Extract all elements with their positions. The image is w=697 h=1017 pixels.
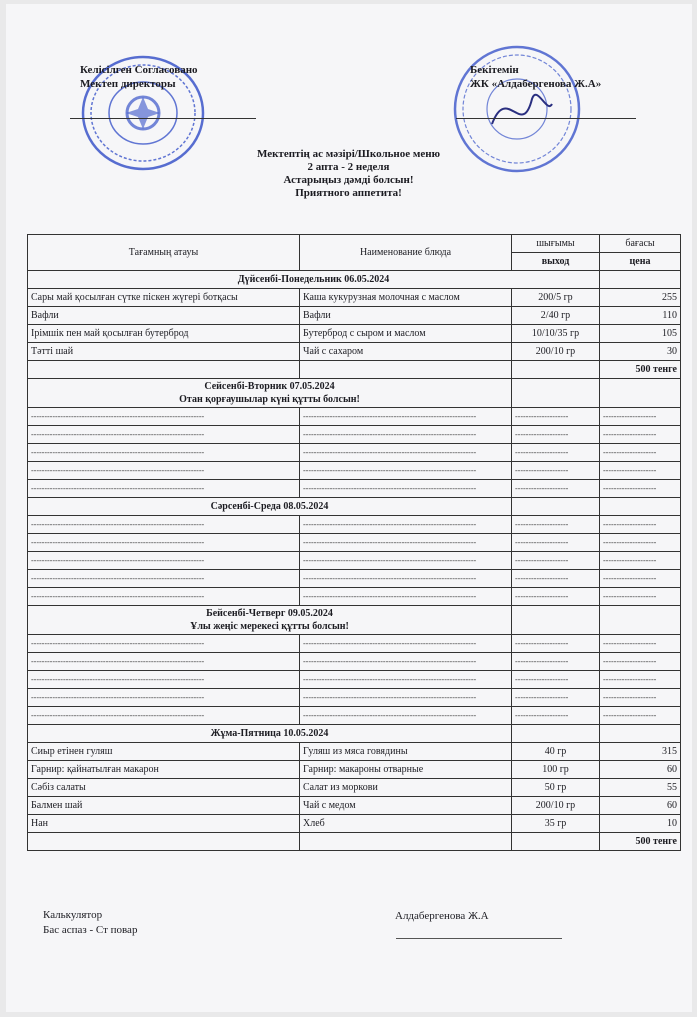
empty-dash-row xyxy=(28,444,681,462)
dash-placeholder: ----------------------------------------------------------------- xyxy=(28,671,300,689)
dash-placeholder: ----------------------------------------------------------------- xyxy=(300,635,512,653)
dash-placeholder: ----------------------------------------------------------------- xyxy=(300,588,512,606)
dash-placeholder: -------------------- xyxy=(600,480,681,498)
dash-placeholder: ----------------------------------------------------------------- xyxy=(300,552,512,570)
dash-placeholder: ----------------------------------------------------------------- xyxy=(28,426,300,444)
dash-placeholder: ----------------------------------------------------------------- xyxy=(28,635,300,653)
dish-name-kz: Тәтті шай xyxy=(28,343,300,361)
dash-placeholder: -------------------- xyxy=(600,689,681,707)
empty-dash-row xyxy=(28,707,681,725)
footer-name: Алдабергенова Ж.А xyxy=(395,910,489,922)
menu-item-row xyxy=(28,815,681,833)
dash-placeholder: -------------------- xyxy=(600,534,681,552)
day-row-tuesday xyxy=(28,379,681,408)
dash-placeholder: ----------------------------------------------------------------- xyxy=(300,671,512,689)
dish-name-ru: Чай с медом xyxy=(300,797,512,815)
dash-placeholder: ----------------------------------------------------------------- xyxy=(28,534,300,552)
dish-output: 200/5 гр xyxy=(512,289,600,307)
dash-placeholder: -------------------- xyxy=(600,653,681,671)
dish-price: 110 xyxy=(600,307,681,325)
dish-price: 255 xyxy=(600,289,681,307)
dash-placeholder: -------------------- xyxy=(512,588,600,606)
empty-dash-row xyxy=(28,635,681,653)
dish-name-ru: Вафли xyxy=(300,307,512,325)
signature-line-left xyxy=(70,118,256,119)
day-title xyxy=(28,379,512,408)
col-header-out-ru: выход xyxy=(512,253,600,271)
dash-placeholder: -------------------- xyxy=(512,707,600,725)
dash-placeholder: ----------------------------------------------------------------- xyxy=(28,653,300,671)
day-row-friday xyxy=(28,725,681,743)
total-row xyxy=(28,833,681,851)
dash-placeholder: -------------------- xyxy=(512,671,600,689)
empty-dash-row xyxy=(28,426,681,444)
dash-placeholder: ----------------------------------------------------------------- xyxy=(300,426,512,444)
col-header-out-kz: шығымы xyxy=(512,235,600,253)
dish-name-ru: Бутерброд с сыром и маслом xyxy=(300,325,512,343)
empty-dash-row xyxy=(28,462,681,480)
dash-placeholder: ----------------------------------------------------------------- xyxy=(300,462,512,480)
dash-placeholder: ----------------------------------------------------------------- xyxy=(300,480,512,498)
dish-output: 2/40 гр xyxy=(512,307,600,325)
dash-placeholder: ----------------------------------------------------------------- xyxy=(300,689,512,707)
dash-placeholder: -------------------- xyxy=(512,635,600,653)
title-line2: 2 апта - 2 неделя xyxy=(307,161,390,173)
dash-placeholder: -------------------- xyxy=(600,552,681,570)
dish-price: 30 xyxy=(600,343,681,361)
header-approval-right xyxy=(470,63,601,91)
dish-name-kz: Сәбіз салаты xyxy=(28,779,300,797)
header-approval-left xyxy=(80,63,198,91)
dash-placeholder: -------------------- xyxy=(600,588,681,606)
dash-placeholder: -------------------- xyxy=(600,444,681,462)
dash-placeholder: ----------------------------------------------------------------- xyxy=(300,408,512,426)
footer-calc: Калькулятор xyxy=(43,909,103,921)
signature-line-right xyxy=(456,118,636,119)
dish-price: 10 xyxy=(600,815,681,833)
dash-placeholder: ----------------------------------------------------------------- xyxy=(300,534,512,552)
dash-placeholder: ----------------------------------------------------------------- xyxy=(28,552,300,570)
day-title: Жұма-Пятница 10.05.2024 xyxy=(28,725,512,743)
table-header-row xyxy=(28,235,681,253)
dash-placeholder: -------------------- xyxy=(512,653,600,671)
dash-placeholder: ----------------------------------------------------------------- xyxy=(28,408,300,426)
day-title xyxy=(28,606,512,635)
empty-dash-row xyxy=(28,408,681,426)
empty-dash-row xyxy=(28,689,681,707)
dash-placeholder: ----------------------------------------------------------------- xyxy=(28,570,300,588)
day-row-monday xyxy=(28,271,681,289)
dash-placeholder: -------------------- xyxy=(512,444,600,462)
dish-name-kz: Гарнир: қайнатылған макарон xyxy=(28,761,300,779)
footer-left xyxy=(43,908,137,938)
menu-item-row xyxy=(28,743,681,761)
dish-name-kz: Сары май қосылған сүтке піскен жүгері ботқасы xyxy=(28,289,300,307)
empty-dash-row xyxy=(28,480,681,498)
day-title: Сәрсенбі-Среда 08.05.2024 xyxy=(28,498,512,516)
dash-placeholder: ----------------------------------------------------------------- xyxy=(300,653,512,671)
dash-placeholder: -------------------- xyxy=(600,570,681,588)
dash-placeholder: -------------------- xyxy=(512,426,600,444)
dash-placeholder: -------------------- xyxy=(600,516,681,534)
dish-price: 60 xyxy=(600,761,681,779)
dash-placeholder: ----------------------------------------------------------------- xyxy=(28,462,300,480)
menu-item-row xyxy=(28,343,681,361)
empty-dash-row xyxy=(28,516,681,534)
header-left-line1: Келісілген Согласовано xyxy=(80,64,198,76)
dish-name-kz: Вафли xyxy=(28,307,300,325)
dash-placeholder: -------------------- xyxy=(512,570,600,588)
col-header-kz: Тағамның атауы xyxy=(28,235,300,271)
dash-placeholder: -------------------- xyxy=(512,408,600,426)
menu-item-row xyxy=(28,797,681,815)
header-left-line2: Мектеп директоры xyxy=(80,78,176,90)
dish-name-ru: Гуляш из мяса говядины xyxy=(300,743,512,761)
day-title-tuesday: Сейсенбі-Вторник 07.05.2024 xyxy=(204,381,335,392)
dash-placeholder: ----------------------------------------------------------------- xyxy=(300,516,512,534)
day-row-thursday xyxy=(28,606,681,635)
dish-price: 60 xyxy=(600,797,681,815)
title-line3: Астарыңыз дәмді болсын! xyxy=(283,174,414,186)
menu-item-row xyxy=(28,307,681,325)
dash-placeholder: ----------------------------------------------------------------- xyxy=(28,707,300,725)
dish-name-kz: Сиыр етінен гуляш xyxy=(28,743,300,761)
dash-placeholder: -------------------- xyxy=(600,635,681,653)
dash-placeholder: ----------------------------------------------------------------- xyxy=(28,444,300,462)
dish-name-ru: Хлеб xyxy=(300,815,512,833)
dash-placeholder: ----------------------------------------------------------------- xyxy=(300,570,512,588)
dish-name-ru: Салат из моркови xyxy=(300,779,512,797)
dish-output: 200/10 гр xyxy=(512,797,600,815)
empty-dash-row xyxy=(28,534,681,552)
menu-item-row xyxy=(28,761,681,779)
menu-title xyxy=(0,148,697,200)
day-title-thursday: Бейсенбі-Четверг 09.05.2024 xyxy=(206,608,333,619)
day-row-wednesday xyxy=(28,498,681,516)
dish-name-ru: Чай с сахаром xyxy=(300,343,512,361)
menu-item-row xyxy=(28,289,681,307)
dash-placeholder: -------------------- xyxy=(600,408,681,426)
title-line4: Приятного аппетита! xyxy=(295,187,402,199)
dish-output: 10/10/35 гр xyxy=(512,325,600,343)
dish-output: 40 гр xyxy=(512,743,600,761)
day-total: 500 тенге xyxy=(600,833,681,851)
menu-table xyxy=(27,234,681,851)
col-header-ru: Наименование блюда xyxy=(300,235,512,271)
dash-placeholder: ----------------------------------------------------------------- xyxy=(28,480,300,498)
menu-item-row xyxy=(28,779,681,797)
dish-price: 315 xyxy=(600,743,681,761)
dash-placeholder: -------------------- xyxy=(512,689,600,707)
dash-placeholder: ----------------------------------------------------------------- xyxy=(300,707,512,725)
dash-placeholder: -------------------- xyxy=(512,462,600,480)
dish-output: 200/10 гр xyxy=(512,343,600,361)
dish-output: 35 гр xyxy=(512,815,600,833)
header-right-line1: Бекітемін xyxy=(470,64,519,76)
dash-placeholder: ----------------------------------------------------------------- xyxy=(28,588,300,606)
dash-placeholder: -------------------- xyxy=(512,552,600,570)
dish-price: 55 xyxy=(600,779,681,797)
empty-dash-row xyxy=(28,588,681,606)
dish-price: 105 xyxy=(600,325,681,343)
dish-name-ru: Гарнир: макароны отварные xyxy=(300,761,512,779)
dash-placeholder: ----------------------------------------------------------------- xyxy=(28,516,300,534)
title-line1: Мектептің ас мәзірі/Школьное меню xyxy=(256,148,441,160)
total-row xyxy=(28,361,681,379)
dish-output: 50 гр xyxy=(512,779,600,797)
dash-placeholder: -------------------- xyxy=(512,516,600,534)
empty-dash-row xyxy=(28,671,681,689)
day-total: 500 тенге xyxy=(600,361,681,379)
dash-placeholder: -------------------- xyxy=(600,462,681,480)
col-header-price-ru: цена xyxy=(600,253,681,271)
dash-placeholder: -------------------- xyxy=(600,426,681,444)
dash-placeholder: -------------------- xyxy=(512,480,600,498)
empty-dash-row xyxy=(28,570,681,588)
day-note-tuesday: Отан қорғаушылар күні құтты болсын! xyxy=(179,394,360,405)
day-title: Дүйсенбі-Понедельник 06.05.2024 xyxy=(28,271,600,289)
dash-placeholder: ----------------------------------------------------------------- xyxy=(28,689,300,707)
dish-name-kz: Балмен шай xyxy=(28,797,300,815)
dash-placeholder: -------------------- xyxy=(512,534,600,552)
dish-output: 100 гр xyxy=(512,761,600,779)
dash-placeholder: -------------------- xyxy=(600,671,681,689)
dash-placeholder: ----------------------------------------------------------------- xyxy=(300,444,512,462)
menu-item-row xyxy=(28,325,681,343)
day-note-thursday: Ұлы жеңіс мерекесі құтты болсын! xyxy=(190,621,349,632)
dish-name-kz: Нан xyxy=(28,815,300,833)
empty-dash-row xyxy=(28,552,681,570)
dish-name-ru: Каша кукурузная молочная с маслом xyxy=(300,289,512,307)
dish-name-kz: Ірімшік пен май қосылған бутерброд xyxy=(28,325,300,343)
footer-chef: Бас аспаз - Ст повар xyxy=(43,924,138,936)
header-right-line2: ЖК «Алдабергенова Ж.А» xyxy=(470,78,602,90)
footer-signature-line xyxy=(396,938,562,939)
col-header-price-kz: бағасы xyxy=(600,235,681,253)
dash-placeholder: -------------------- xyxy=(600,707,681,725)
empty-dash-row xyxy=(28,653,681,671)
